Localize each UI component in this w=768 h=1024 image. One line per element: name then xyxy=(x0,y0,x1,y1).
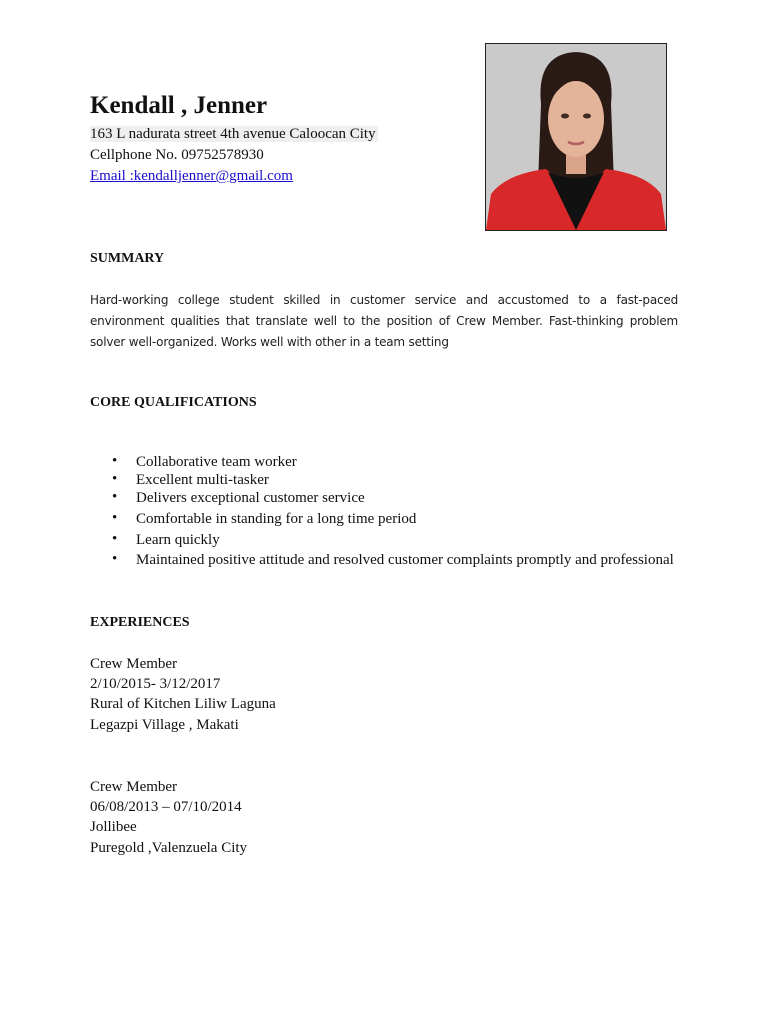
bullet-icon: • xyxy=(112,510,118,526)
resume-page: Kendall , Jenner 163 L nadurata street 4th avenue Caloocan City Cellphone No. 09752578930 Email :kendalljenner@gmail.com SUMMARY Hard-working college student skilled in customer service and accustomed to a fast-paced environment qualities that translate well to the position of Crew Member. Fast-thinking problem solver well-organized. Works well with other in a team setting CORE QUALIFICATIONS • Collaborative team worker • Excellent multi-tasker • Delivers exceptional customer service • Comfortable in standing for a long time period • Learn quickly • Maintained positive attitude and resolved customer complaints promptly and professional EXPERIENCES Crew Member 2/10/2015- 3/12/2017 Rural of Kitchen Liliw Laguna Legazpi Village , Makati Crew Member 06/08/2013 – 07/10/2014 Jollibee Puregold ,Valenzuela City xyxy=(0,0,768,1024)
job-dates: 06/08/2013 – 07/10/2014 xyxy=(90,799,242,815)
email-link[interactable]: Email :kendalljenner@gmail.com xyxy=(90,168,293,184)
address-text: 163 L nadurata street 4th avenue Caloocan City xyxy=(90,126,376,142)
profile-photo xyxy=(485,43,667,231)
bullet-icon: • xyxy=(112,453,118,469)
summary-heading: SUMMARY xyxy=(90,251,165,266)
summary-text: Hard-working college student skilled in customer service and accustomed to a fast-paced environment qualities that translate well to the position of Crew Member. Fast-thinking problem solver well-organized. Works well with other in a team setting xyxy=(90,293,678,349)
bullet-icon: • xyxy=(112,471,118,487)
phone: Cellphone No. 09752578930 xyxy=(90,147,264,163)
job-employer: Jollibee xyxy=(90,819,137,835)
job-dates: 2/10/2015- 3/12/2017 xyxy=(90,676,221,692)
address xyxy=(90,126,378,143)
bullet-icon: • xyxy=(112,551,118,567)
job-title: Crew Member xyxy=(90,779,178,795)
bullet-icon: • xyxy=(112,489,118,505)
job-location: Legazpi Village , Makati xyxy=(90,717,239,733)
job-title: Crew Member xyxy=(90,656,178,672)
candidate-name: Kendall , Jenner xyxy=(90,92,268,119)
job-location: Puregold ,Valenzuela City xyxy=(90,840,248,856)
experiences-heading: EXPERIENCES xyxy=(90,615,190,630)
qualifications-heading: CORE QUALIFICATIONS xyxy=(90,395,257,410)
job-employer: Rural of Kitchen Liliw Laguna xyxy=(90,696,276,712)
bullet-icon: • xyxy=(112,531,118,547)
